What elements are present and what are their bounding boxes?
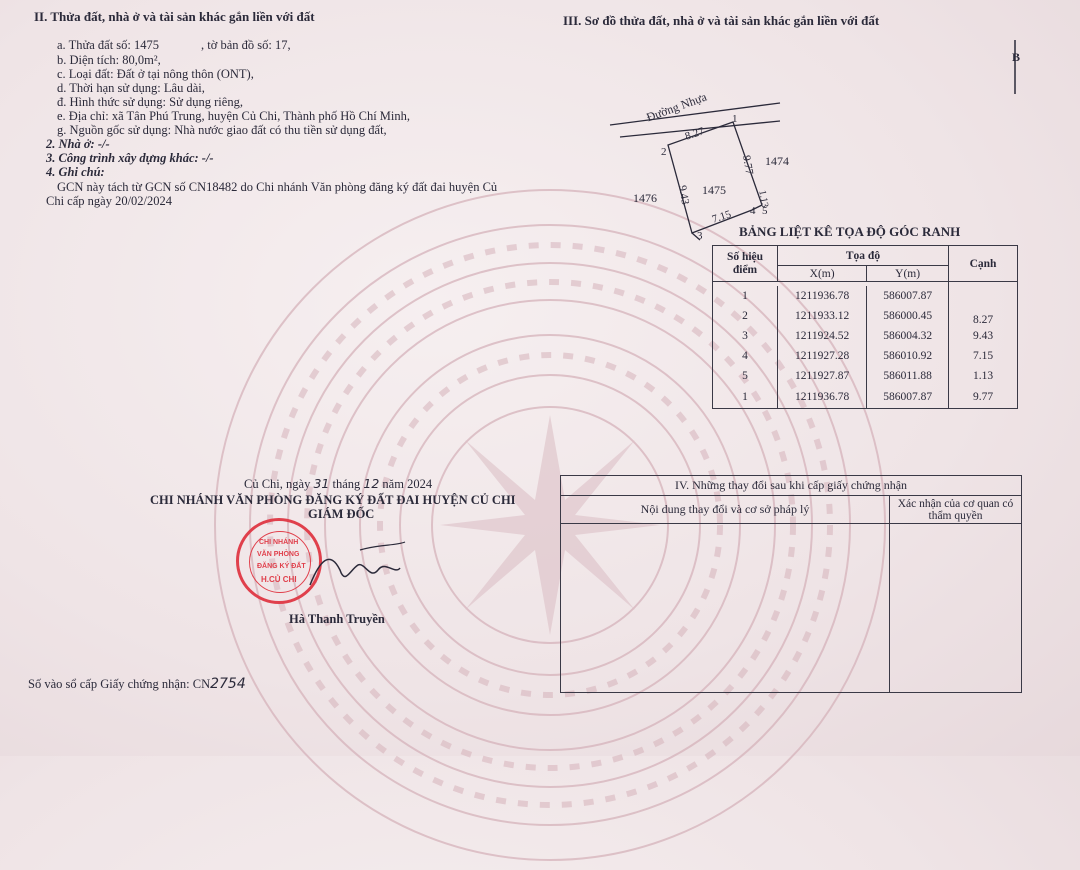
section4-title: IV. Những thay đổi sau khi cấp giấy chứng nhận: [561, 476, 1022, 496]
month-label: tháng: [332, 477, 361, 491]
registry-number: 2754: [210, 676, 246, 692]
house-line: 2. Nhà ở: -/-: [46, 137, 110, 151]
changes-table: [560, 475, 1022, 693]
signature-mark: [300, 540, 410, 600]
col-edge-header: Cạnh: [949, 246, 1018, 282]
row-edge: 8.27: [949, 286, 1018, 326]
note-line-1: GCN này tách từ GCN số CN18482 do Chi nhánh Văn phòng đăng ký đất đai huyện Củ: [57, 180, 498, 194]
section3-title: III. Sơ đồ thửa đất, nhà ở và tài sản khác gắn liền với đất: [563, 13, 880, 28]
road-label: Đường Nhựa: [644, 89, 709, 125]
row-edge: 9.43: [949, 326, 1018, 346]
changes-col-approval: Xác nhận của cơ quan có thẩm quyền: [890, 496, 1022, 524]
north-label: B: [1012, 50, 1021, 64]
works-line: 3. Công trình xây dựng khác: -/-: [46, 151, 214, 165]
official-stamp: CHI NHÁNH VĂN PHÒNG ĐĂNG KÝ ĐẤT H.CỦ CHI: [236, 518, 322, 604]
edge-4-5: 1.13: [756, 189, 771, 209]
vertex-1: 1: [732, 113, 738, 125]
edge-1-2: 8.27: [683, 125, 706, 143]
term-line: d. Thời hạn sử dụng: Lâu dài,: [57, 81, 205, 95]
area-line: b. Diện tích: 80,0m²,: [57, 53, 161, 67]
signer-name: Hà Thanh Truyền: [289, 612, 385, 626]
agency-name: CHI NHÁNH VĂN PHÒNG ĐĂNG KÝ ĐẤT ĐAI HUYỆN CỦ CHI: [150, 493, 516, 507]
edge-2-3: 9.43: [676, 184, 692, 206]
col-coord-header: Tọa độ: [778, 246, 949, 266]
section2-title: II. Thửa đất, nhà ở và tài sản khác gắn liền với đất: [34, 9, 315, 24]
issue-date: [244, 477, 432, 491]
date-day: 31: [313, 476, 330, 491]
origin-line: g. Nguồn gốc sử dụng: Nhà nước giao đất có thu tiền sử dụng đất,: [57, 123, 387, 137]
row-y: 586007.87: [867, 286, 949, 306]
coord-table: [712, 245, 1018, 409]
row-x: 1211933.12: [778, 306, 867, 326]
map-sheet: , tờ bản đồ số: 17,: [201, 38, 291, 52]
coord-table-title: BẢNG LIỆT KÊ TỌA ĐỘ GÓC RANH: [739, 224, 961, 239]
parcel-label: 1475: [702, 183, 726, 197]
north-arrow-icon: [1000, 38, 1030, 98]
year-label: năm 2024: [382, 477, 433, 491]
row-y: 586010.92: [867, 346, 949, 366]
vertex-5: 5: [762, 205, 768, 217]
edge-3-4: 7.15: [710, 208, 733, 226]
notes-title: 4. Ghi chú:: [46, 165, 105, 179]
land-type-line: c. Loại đất: Đất ở tại nông thôn (ONT),: [57, 67, 254, 81]
parcel-number: a. Thửa đất số: 1475: [57, 38, 160, 52]
registry-line: [28, 677, 246, 691]
vertex-2: 2: [661, 146, 667, 158]
row-x: 1211924.52: [778, 326, 867, 346]
row-point: 3: [713, 326, 778, 346]
neighbor-1474: 1474: [765, 154, 789, 168]
row-point: 1: [713, 286, 778, 306]
row-point: 2: [713, 306, 778, 326]
date-month: 12: [363, 476, 380, 491]
row-y: 586011.88: [867, 366, 949, 386]
note-line-2: Chi cấp ngày 20/02/2024: [46, 194, 173, 208]
row-y: 586004.32: [867, 326, 949, 346]
row-x: 1211927.87: [778, 366, 867, 386]
row-edge: 1.13: [949, 366, 1018, 386]
vertex-3: 3: [697, 230, 703, 242]
signer-role: GIÁM ĐỐC: [308, 507, 375, 521]
address-line: e. Địa chỉ: xã Tân Phú Trung, huyện Củ Chi, Thành phố Hồ Chí Minh,: [57, 109, 411, 123]
row-y: 586000.45: [867, 306, 949, 326]
col-point-header: Số hiệu điểm: [713, 246, 778, 282]
registry-label: Số vào sổ cấp Giấy chứng nhận: CN: [28, 677, 211, 691]
changes-col-content: Nội dung thay đổi và cơ sở pháp lý: [561, 496, 890, 524]
col-x-header: X(m): [778, 266, 867, 282]
row-point: 1: [713, 386, 778, 408]
row-point: 5: [713, 366, 778, 386]
neighbor-1476: 1476: [633, 191, 657, 205]
date-place: Củ Chi, ngày: [244, 477, 311, 491]
row-edge: 7.15: [949, 346, 1018, 366]
row-x: 1211936.78: [778, 286, 867, 306]
usage-form-line: đ. Hình thức sử dụng: Sử dụng riêng,: [57, 95, 243, 109]
col-y-header: Y(m): [867, 266, 949, 282]
row-y: 586007.87: [867, 386, 949, 408]
row-point: 4: [713, 346, 778, 366]
row-x: 1211936.78: [778, 386, 867, 408]
row-x: 1211927.28: [778, 346, 867, 366]
edge-5-1: 9.77: [740, 154, 756, 176]
row-edge: 9.77: [949, 386, 1018, 408]
vertex-4: 4: [750, 205, 756, 217]
